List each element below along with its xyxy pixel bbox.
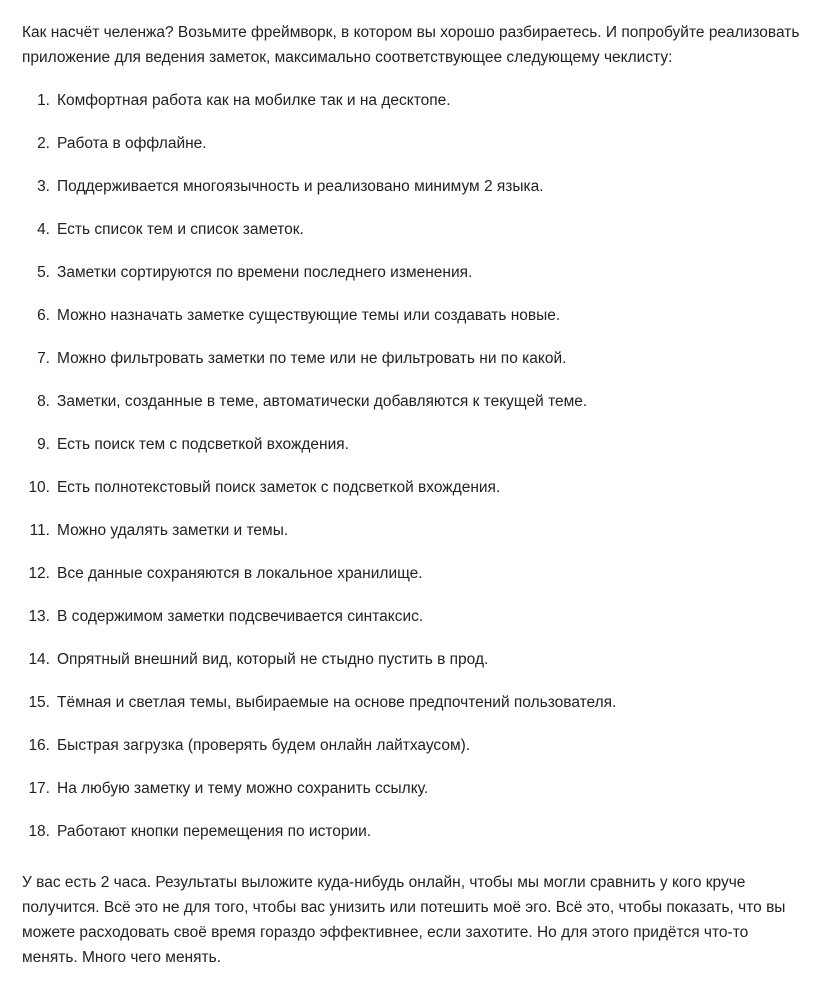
checklist-item-number: 15.: [28, 694, 50, 711]
checklist-item-text: Можно удалять заметки и темы.: [57, 522, 289, 539]
checklist-item-number: 1.: [37, 92, 50, 109]
checklist-item: [22, 174, 803, 199]
checklist-item: [22, 389, 803, 414]
checklist-item-text: Работают кнопки перемещения по истории.: [57, 823, 372, 840]
checklist-item: [22, 690, 803, 715]
checklist-item-number: 7.: [37, 350, 50, 367]
checklist-item-number: 4.: [37, 221, 50, 238]
checklist-item: [22, 819, 803, 844]
checklist-item-text: Работа в оффлайне.: [57, 135, 207, 152]
checklist-item-number: 17.: [28, 780, 50, 797]
checklist-item-text: Есть список тем и список заметок.: [57, 221, 304, 238]
checklist-item-number: 12.: [28, 565, 50, 582]
checklist-item: [22, 131, 803, 156]
checklist-item-number: 2.: [37, 135, 50, 152]
checklist-item-number: 5.: [37, 264, 50, 281]
checklist-item-text: Можно назначать заметке существующие темы или создавать новые.: [57, 307, 561, 324]
checklist-item: [22, 733, 803, 758]
checklist-item: [22, 561, 803, 586]
checklist-item-text: Поддерживается многоязычность и реализовано минимум 2 языка.: [57, 178, 544, 195]
checklist-item-number: 10.: [28, 479, 50, 496]
checklist-item: [22, 303, 803, 328]
checklist-item: [22, 475, 803, 500]
checklist-item-text: Заметки сортируются по времени последнего изменения.: [57, 264, 473, 281]
checklist-item-text: На любую заметку и тему можно сохранить ссылку.: [57, 780, 429, 797]
checklist-item: [22, 432, 803, 457]
checklist-item: [22, 88, 803, 113]
checklist: [22, 88, 803, 844]
checklist-item-number: 16.: [28, 737, 50, 754]
checklist-item-text: Все данные сохраняются в локальное хранилище.: [57, 565, 423, 582]
checklist-item-number: 9.: [37, 436, 50, 453]
outro-paragraph: У вас есть 2 часа. Результаты выложите куда-нибудь онлайн, чтобы мы могли сравнить у кого круче получится. Всё это не для того, чтобы вас унизить или потешить моё эго. Всё это, чтобы показать, что вы можете расходовать своё время гораздо эффективнее, если захотите. Но для этого придётся что-то менять. Много чего менять.: [22, 874, 786, 966]
checklist-item-text: Есть полнотекстовый поиск заметок с подсветкой вхождения.: [57, 479, 501, 496]
checklist-item-text: Комфортная работа как на мобилке так и на десктопе.: [57, 92, 451, 109]
checklist-item-text: Можно фильтровать заметки по теме или не фильтровать ни по какой.: [57, 350, 567, 367]
checklist-item-text: Опрятный внешний вид, который не стыдно пустить в прод.: [57, 651, 489, 668]
checklist-item: [22, 260, 803, 285]
checklist-item-number: 13.: [28, 608, 50, 625]
checklist-item: [22, 647, 803, 672]
checklist-item-text: Тёмная и светлая темы, выбираемые на основе предпочтений пользователя.: [57, 694, 617, 711]
checklist-item-number: 8.: [37, 393, 50, 410]
checklist-item: [22, 776, 803, 801]
checklist-item-text: Есть поиск тем с подсветкой вхождения.: [57, 436, 349, 453]
checklist-item: [22, 346, 803, 371]
checklist-item-number: 6.: [37, 307, 50, 324]
intro-paragraph: Как насчёт челенжа? Возьмите фреймворк, в котором вы хорошо разбираетесь. И попробуйте реализовать приложение для ведения заметок, максимально соответствующее следующему чеклисту:: [22, 24, 800, 66]
checklist-item: [22, 217, 803, 242]
checklist-item-number: 14.: [28, 651, 50, 668]
checklist-item-number: 11.: [29, 522, 50, 539]
checklist-item: [22, 518, 803, 543]
checklist-item-number: 3.: [37, 178, 50, 195]
checklist-item-text: Заметки, созданные в теме, автоматически добавляются к текущей теме.: [57, 393, 588, 410]
checklist-item: [22, 604, 803, 629]
checklist-item-text: Быстрая загрузка (проверять будем онлайн лайтхаусом).: [57, 737, 471, 754]
checklist-item-text: В содержимом заметки подсвечивается синтаксис.: [57, 608, 424, 625]
checklist-item-number: 18.: [28, 823, 50, 840]
